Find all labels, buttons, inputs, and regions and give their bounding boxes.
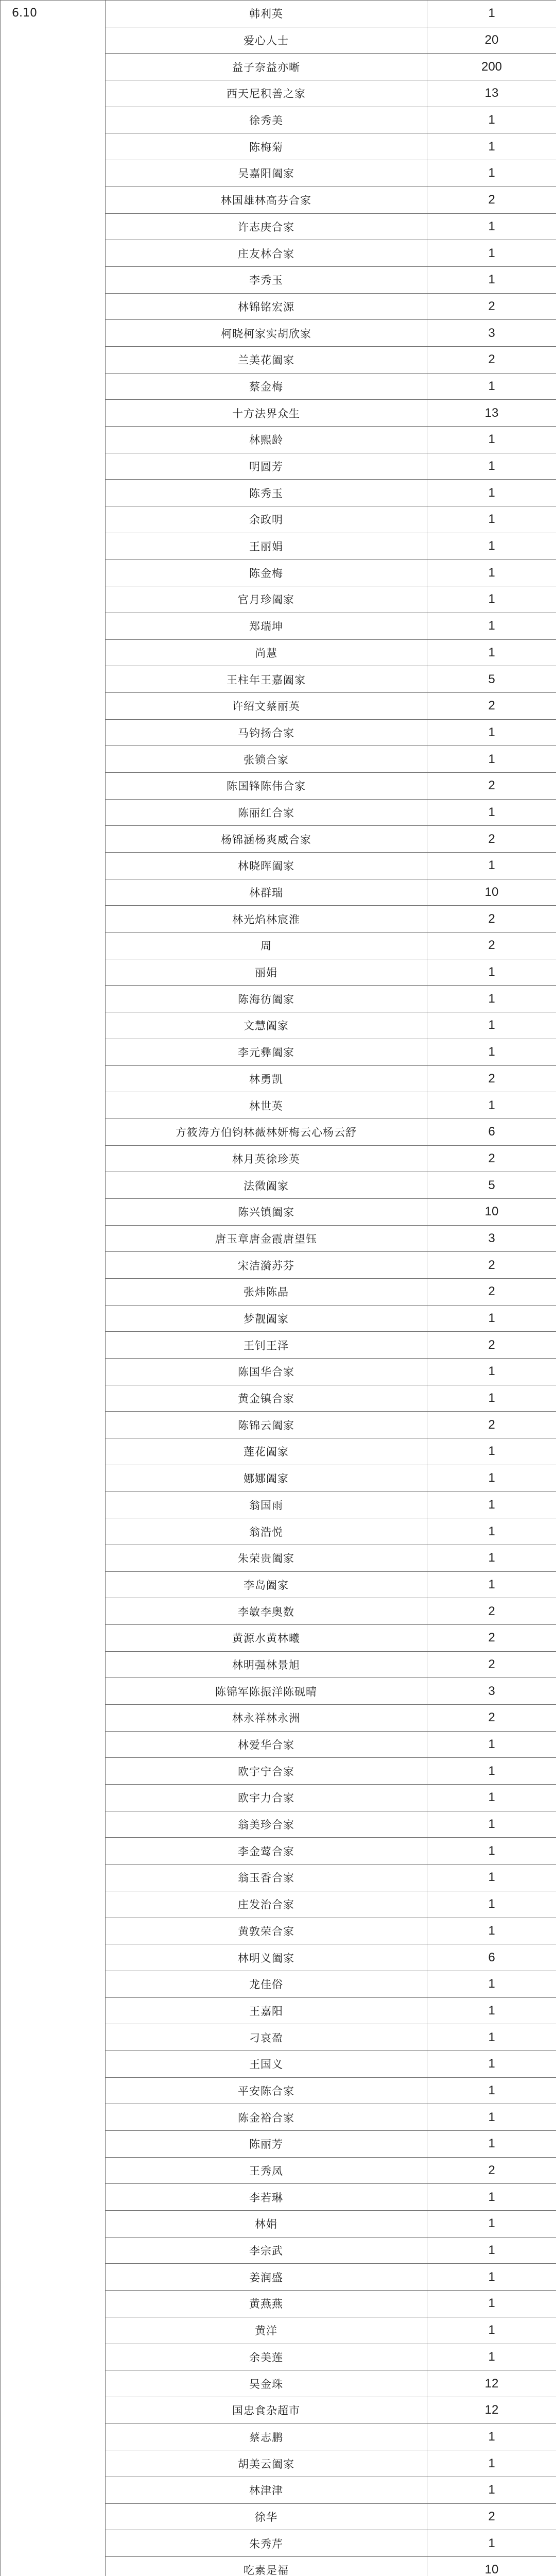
donor-name-cell: 周 (106, 933, 427, 959)
amount-cell: 1 (427, 853, 556, 879)
amount-cell: 1 (427, 2024, 556, 2051)
amount-cell: 1 (427, 1, 556, 27)
donor-name-cell: 李元彝阖家 (106, 1039, 427, 1065)
donor-name-cell: 李宗武 (106, 2237, 427, 2264)
amount-cell: 1 (427, 506, 556, 533)
donor-name-cell: 林勇凯 (106, 1065, 427, 1092)
amount-cell: 1 (427, 1092, 556, 1119)
amount-cell: 12 (427, 2397, 556, 2424)
amount-cell: 1 (427, 2131, 556, 2158)
donor-name-cell: 方筱涛方伯钧林薇林妍梅云心杨云舒 (106, 1118, 427, 1145)
donor-name-cell: 徐秀美 (106, 107, 427, 133)
donor-name-cell: 庄友林合家 (106, 240, 427, 267)
donor-name-cell: 黄源水黄林曦 (106, 1624, 427, 1651)
donor-name-cell: 王丽娟 (106, 533, 427, 560)
donor-name-cell: 张锁合家 (106, 746, 427, 773)
amount-cell: 5 (427, 666, 556, 693)
donor-name-cell: 官月珍阖家 (106, 586, 427, 613)
donor-name-cell: 韩利英 (106, 1, 427, 27)
amount-cell: 1 (427, 2477, 556, 2503)
amount-cell: 2 (427, 1065, 556, 1092)
donor-name-cell: 朱秀芹 (106, 2530, 427, 2557)
amount-cell: 1 (427, 133, 556, 160)
donor-name-cell: 林娟 (106, 2211, 427, 2238)
amount-cell: 1 (427, 586, 556, 613)
amount-cell: 1 (427, 1305, 556, 1332)
donor-name-cell: 林国雄林高芬合家 (106, 187, 427, 213)
amount-cell: 1 (427, 1359, 556, 1385)
donor-name-cell: 吴嘉阳阖家 (106, 160, 427, 187)
amount-cell: 1 (427, 560, 556, 586)
donor-name-cell: 陈丽芳 (106, 2131, 427, 2158)
donor-name-cell: 黄金镇合家 (106, 1385, 427, 1412)
donor-name-cell: 林明强林景旭 (106, 1651, 427, 1678)
amount-cell: 1 (427, 1865, 556, 1891)
donor-name-cell: 李秀玉 (106, 266, 427, 293)
donor-name-cell: 翁浩悦 (106, 1518, 427, 1545)
amount-cell: 1 (427, 2530, 556, 2557)
amount-cell: 1 (427, 2344, 556, 2370)
donor-name-cell: 唐玉章唐金霞唐望钰 (106, 1225, 427, 1252)
donor-name-cell: 益子奈益亦晰 (106, 54, 427, 80)
amount-cell: 1 (427, 1492, 556, 1518)
donor-name-cell: 马钧扬合家 (106, 719, 427, 746)
amount-cell: 1 (427, 2237, 556, 2264)
amount-cell: 2 (427, 1705, 556, 1732)
donor-name-cell: 龙佳俗 (106, 1971, 427, 1997)
donor-name-cell: 林津津 (106, 2477, 427, 2503)
donor-name-cell: 林爱华合家 (106, 1731, 427, 1758)
amount-cell: 2 (427, 1332, 556, 1359)
amount-cell: 1 (427, 1971, 556, 1997)
donor-name-cell: 王嘉阳 (106, 1997, 427, 2024)
amount-cell: 1 (427, 1012, 556, 1039)
amount-cell: 1 (427, 1438, 556, 1465)
amount-cell: 1 (427, 1571, 556, 1598)
donor-name-cell: 张炜陈晶 (106, 1279, 427, 1306)
amount-cell: 10 (427, 2557, 556, 2576)
donor-name-cell: 姜润盛 (106, 2264, 427, 2291)
amount-cell: 2 (427, 1624, 556, 1651)
donor-name-cell: 余美莲 (106, 2344, 427, 2370)
donor-name-cell: 欧宇宁合家 (106, 1758, 427, 1785)
amount-cell: 1 (427, 2317, 556, 2344)
donor-name-cell: 吴金珠 (106, 2370, 427, 2397)
donor-name-cell: 许绍文蔡丽英 (106, 692, 427, 719)
amount-cell: 1 (427, 2291, 556, 2317)
donor-name-cell: 陈国锋陈伟合家 (106, 772, 427, 799)
donor-name-cell: 文慧阖家 (106, 1012, 427, 1039)
donor-name-cell: 国忠食杂超市 (106, 2397, 427, 2424)
donor-name-cell: 胡美云阖家 (106, 2450, 427, 2477)
amount-cell: 1 (427, 639, 556, 666)
amount-cell: 2 (427, 187, 556, 213)
donor-name-cell: 娜娜阖家 (106, 1465, 427, 1492)
donor-name-cell: 翁玉香合家 (106, 1865, 427, 1891)
amount-cell: 1 (427, 2050, 556, 2077)
amount-cell: 10 (427, 1198, 556, 1225)
amount-cell: 13 (427, 80, 556, 107)
donor-name-cell: 王钊王泽 (106, 1332, 427, 1359)
donor-name-cell: 杨锦涵杨爽威合家 (106, 826, 427, 853)
amount-cell: 13 (427, 400, 556, 427)
amount-cell: 1 (427, 799, 556, 826)
donor-name-cell: 欧宇力合家 (106, 1785, 427, 1811)
amount-cell: 1 (427, 533, 556, 560)
amount-cell: 2 (427, 1145, 556, 1172)
donor-name-cell: 陈兴镇阖家 (106, 1198, 427, 1225)
amount-cell: 1 (427, 2077, 556, 2104)
amount-cell: 2 (427, 692, 556, 719)
amount-cell: 3 (427, 320, 556, 347)
donor-name-cell: 陈秀玉 (106, 480, 427, 506)
donor-name-cell: 林熙龄 (106, 427, 427, 453)
amount-cell: 2 (427, 293, 556, 320)
donor-name-cell: 丽娟 (106, 959, 427, 986)
amount-cell: 1 (427, 1918, 556, 1944)
donor-name-cell: 李若琳 (106, 2184, 427, 2211)
donor-name-cell: 法徵阖家 (106, 1172, 427, 1199)
donor-name-cell: 爱心人士 (106, 27, 427, 54)
amount-cell: 1 (427, 1891, 556, 1918)
amount-cell: 1 (427, 2211, 556, 2238)
donor-name-cell: 陈金裕合家 (106, 2104, 427, 2131)
donor-name-cell: 庄发治合家 (106, 1891, 427, 1918)
donor-name-cell: 林永祥林永洲 (106, 1705, 427, 1732)
amount-cell: 1 (427, 2450, 556, 2477)
amount-cell: 2 (427, 906, 556, 933)
amount-cell: 1 (427, 107, 556, 133)
amount-cell: 1 (427, 1838, 556, 1865)
donor-name-cell: 林明义阖家 (106, 1944, 427, 1971)
amount-cell: 1 (427, 1465, 556, 1492)
donor-name-cell: 明圆芳 (106, 453, 427, 480)
amount-cell: 1 (427, 959, 556, 986)
donor-name-cell: 李金莺合家 (106, 1838, 427, 1865)
amount-cell: 6 (427, 1944, 556, 1971)
donor-name-cell: 王国义 (106, 2050, 427, 2077)
amount-cell: 1 (427, 1731, 556, 1758)
donor-name-cell: 陈海彷阖家 (106, 986, 427, 1012)
amount-cell: 2 (427, 2503, 556, 2530)
donor-name-cell: 尚慧 (106, 639, 427, 666)
donor-name-cell: 林锦铭宏源 (106, 293, 427, 320)
donor-name-cell: 王秀凤 (106, 2157, 427, 2184)
amount-cell: 1 (427, 240, 556, 267)
amount-cell: 1 (427, 213, 556, 240)
amount-cell: 2 (427, 1252, 556, 1279)
donor-name-cell: 翁国雨 (106, 1492, 427, 1518)
donor-name-cell: 陈锦军陈振洋陈砚晴 (106, 1678, 427, 1705)
amount-cell: 1 (427, 2184, 556, 2211)
amount-cell: 2 (427, 826, 556, 853)
donor-name-cell: 十方法界众生 (106, 400, 427, 427)
donor-name-cell: 陈丽红合家 (106, 799, 427, 826)
amount-cell: 1 (427, 480, 556, 506)
table-row (1, 1, 556, 27)
amount-cell: 6 (427, 1118, 556, 1145)
donor-name-cell: 余政明 (106, 506, 427, 533)
amount-cell: 1 (427, 746, 556, 773)
amount-cell: 2 (427, 933, 556, 959)
amount-cell: 1 (427, 1385, 556, 1412)
amount-cell: 1 (427, 373, 556, 400)
amount-cell: 1 (427, 1758, 556, 1785)
donor-name-cell: 李敏李奥数 (106, 1598, 427, 1625)
amount-cell: 1 (427, 1545, 556, 1571)
amount-cell: 3 (427, 1225, 556, 1252)
date-cell: 6.10 (1, 1, 106, 2576)
donor-name-cell: 朱荣贵阖家 (106, 1545, 427, 1571)
donor-name-cell: 陈锦云阖家 (106, 1412, 427, 1438)
donor-name-cell: 蔡志鹏 (106, 2424, 427, 2450)
amount-cell: 2 (427, 1598, 556, 1625)
donor-name-cell: 黄洋 (106, 2317, 427, 2344)
amount-cell: 2 (427, 772, 556, 799)
donor-name-cell: 王柱年王嘉阖家 (106, 666, 427, 693)
donor-name-cell: 兰美花阖家 (106, 346, 427, 373)
donor-name-cell: 陈国华合家 (106, 1359, 427, 1385)
amount-cell: 1 (427, 266, 556, 293)
amount-cell: 3 (427, 1678, 556, 1705)
donor-name-cell: 黄燕燕 (106, 2291, 427, 2317)
donor-name-cell: 翁美珍合家 (106, 1811, 427, 1838)
amount-cell: 2 (427, 346, 556, 373)
amount-cell: 10 (427, 879, 556, 906)
donor-name-cell: 郑瑞坤 (106, 613, 427, 639)
donor-name-cell: 林群瑞 (106, 879, 427, 906)
donor-name-cell: 林月英徐珍英 (106, 1145, 427, 1172)
amount-cell: 20 (427, 27, 556, 54)
donor-name-cell: 宋洁漪苏芬 (106, 1252, 427, 1279)
donor-name-cell: 黄敦荣合家 (106, 1918, 427, 1944)
amount-cell: 1 (427, 719, 556, 746)
amount-cell: 1 (427, 986, 556, 1012)
donor-name-cell: 柯晓柯家实胡欣家 (106, 320, 427, 347)
amount-cell: 1 (427, 1811, 556, 1838)
amount-cell: 1 (427, 2424, 556, 2450)
donor-name-cell: 蔡金梅 (106, 373, 427, 400)
amount-cell: 2 (427, 1279, 556, 1306)
donor-name-cell: 林晓晖阖家 (106, 853, 427, 879)
amount-cell: 1 (427, 160, 556, 187)
donor-name-cell: 徐华 (106, 2503, 427, 2530)
amount-cell: 200 (427, 54, 556, 80)
donor-name-cell: 西天尼积善之家 (106, 80, 427, 107)
donor-name-cell: 林世英 (106, 1092, 427, 1119)
amount-cell: 1 (427, 2104, 556, 2131)
donor-name-cell: 刁哀盈 (106, 2024, 427, 2051)
donor-name-cell: 梦靓阖家 (106, 1305, 427, 1332)
amount-cell: 5 (427, 1172, 556, 1199)
amount-cell: 1 (427, 613, 556, 639)
amount-cell: 1 (427, 1039, 556, 1065)
donor-name-cell: 林光焰林宸淮 (106, 906, 427, 933)
donor-name-cell: 陈金梅 (106, 560, 427, 586)
donation-table-body (1, 1, 556, 2576)
amount-cell: 1 (427, 1518, 556, 1545)
amount-cell: 2 (427, 2157, 556, 2184)
amount-cell: 1 (427, 2264, 556, 2291)
donor-name-cell: 平安陈合家 (106, 2077, 427, 2104)
amount-cell: 1 (427, 453, 556, 480)
amount-cell: 2 (427, 1651, 556, 1678)
donor-name-cell: 陈梅菊 (106, 133, 427, 160)
donor-name-cell: 李岛阖家 (106, 1571, 427, 1598)
amount-cell: 2 (427, 1412, 556, 1438)
amount-cell: 12 (427, 2370, 556, 2397)
donor-name-cell: 许志庚合家 (106, 213, 427, 240)
amount-cell: 1 (427, 427, 556, 453)
donor-name-cell: 吃素是福 (106, 2557, 427, 2576)
amount-cell: 1 (427, 1997, 556, 2024)
amount-cell: 1 (427, 1785, 556, 1811)
donor-name-cell: 莲花阖家 (106, 1438, 427, 1465)
